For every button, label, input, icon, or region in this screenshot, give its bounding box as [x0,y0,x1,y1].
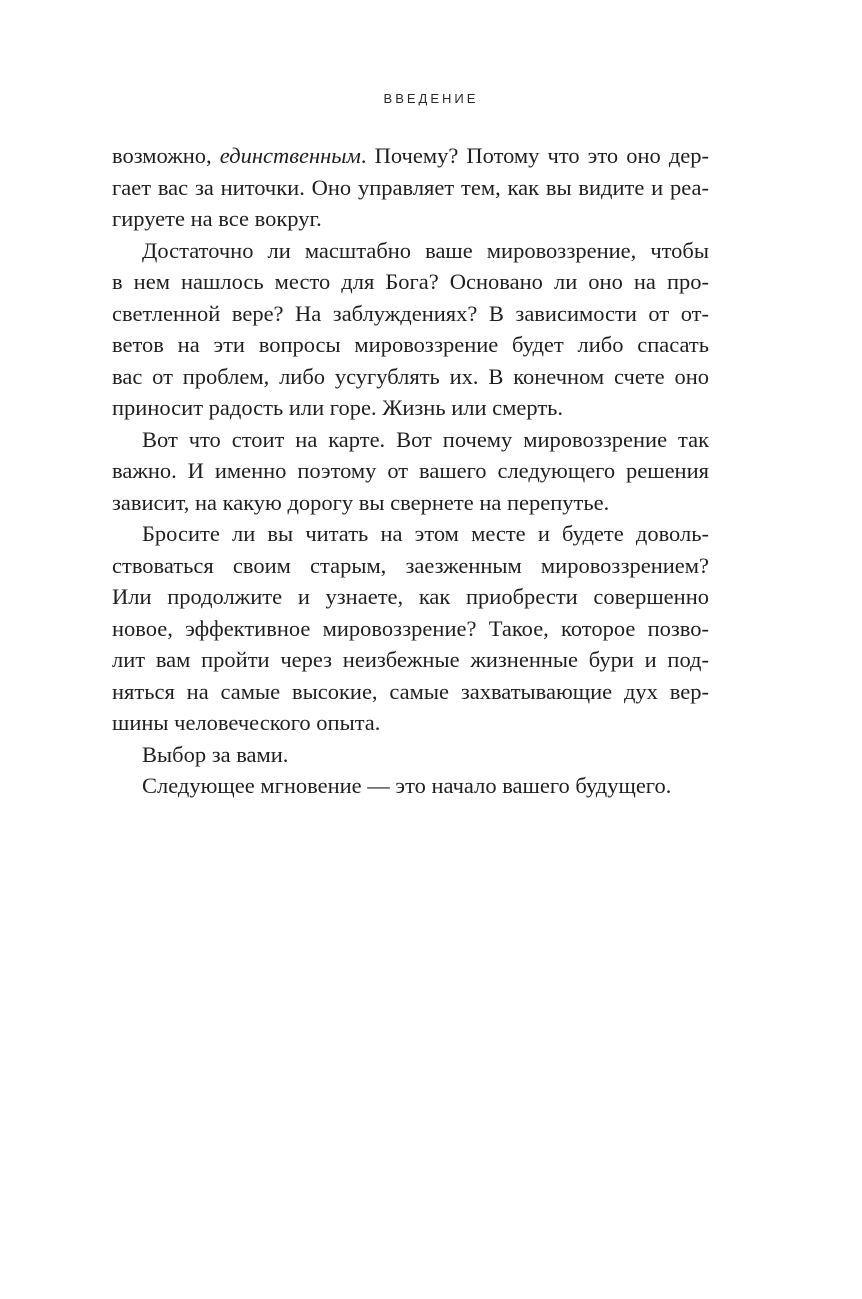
paragraph-3 [112,424,709,519]
paragraph-6 [112,770,709,802]
text-line: важно. И именно поэтому от вашего следующего решения [112,458,709,483]
text-line: ствоваться своим старым, заезженным мировоззрением? [112,552,709,578]
text-line: Следующее мгновение — это начало вашего будущего. [142,773,672,798]
text-line: Достаточно ли масштабно ваше мировоззрение, чтобы [142,237,709,263]
text-line: няться на самые высокие, самые захватывающие дух вер- [112,678,709,704]
text-line: гает вас за ниточки. Оно управляет тем, как вы видите и реа- [112,174,709,200]
text-line: шины человеческого опыта. [112,710,381,735]
paragraph-1 [112,140,709,235]
text-line: Бросите ли вы читать на этом месте и будете доволь- [142,521,709,546]
paragraph-2 [112,235,709,424]
text-line: зависит, на какую дорогу вы свернете на перепутье. [112,489,610,515]
paragraph-5 [112,739,709,771]
text-line: ветов на эти вопросы мировоззрение будет либо спасать [112,332,709,357]
running-header: ВВЕДЕНИЕ [383,91,479,106]
text-line: Или продолжите и узнаете, как приобрести совершенно [112,584,709,609]
paragraph-4 [112,518,709,739]
text-line: светленной вере? На заблуждениях? В зависимости от от- [112,300,709,326]
text-line: вас от проблем, либо усугублять их. В конечном счете оно [112,363,709,389]
text-line: новое, эффективное мировоззрение? Такое, которое позво- [112,615,709,641]
text-line: приносит радость или горе. Жизнь или смерть. [112,395,564,420]
page-body [112,140,709,802]
text-line: Выбор за вами. [142,741,289,767]
text-line: в нем нашлось место для Бога? Основано ли оно на про- [112,269,709,294]
text-line: Вот что стоит на карте. Вот почему мировоззрение так [142,426,709,452]
text-line: гируете на все вокруг. [112,206,322,231]
text-line: лит вам пройти через неизбежные жизненные бури и под- [112,647,709,672]
italic-emphasis: единственным [219,143,361,168]
text-line: возможно, единственным. Почему? Потому что это оно дер- [112,143,709,168]
